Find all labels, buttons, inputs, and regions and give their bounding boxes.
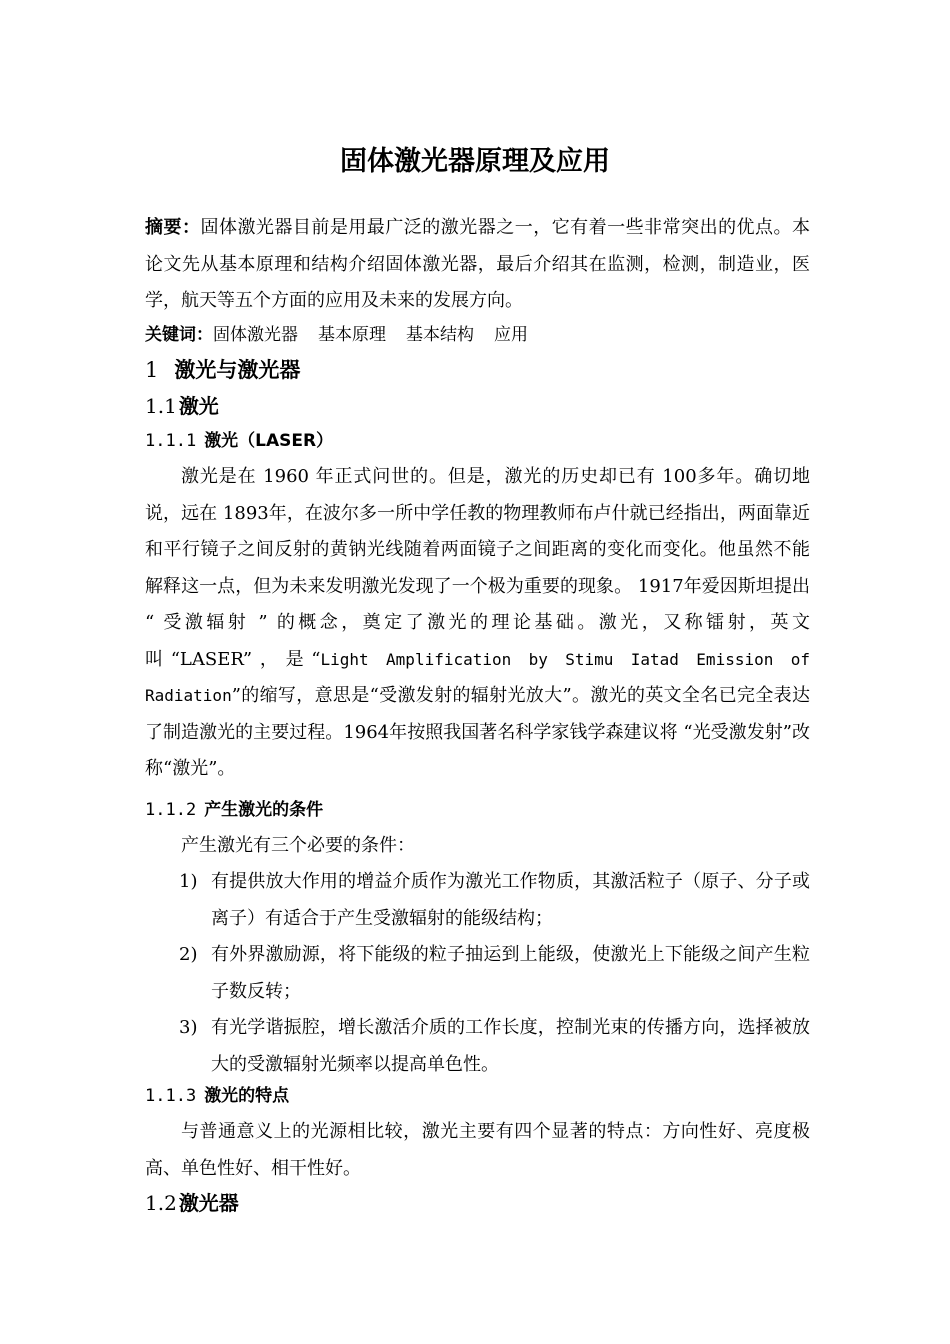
conditions-list xyxy=(145,864,810,1083)
list-marker: 1) xyxy=(179,871,198,892)
keyword-item: 基本结构 xyxy=(406,325,474,345)
laser-history-paragraph xyxy=(145,459,810,788)
list-item xyxy=(145,1010,810,1083)
section-title: 产生激光的条件 xyxy=(204,800,324,820)
list-marker: 2) xyxy=(179,944,198,965)
paragraph-text: 激光是在 1960 年正式问世的。但是，激光的历史却已有 100多年。确切地说，远在 1893年，在波尔多一所中学任教的物理教师布卢什就已经指出，两面靠近和平行镜子之间反射的黄钠光线随着两面镜子之间距离的变化而变化。他虽然不能解释这一点，但为未来发明激光发现了一个极为重要的现象。 1917年爱因斯坦提出 “ 受激辐射 ” 的概念，奠定了激光的理论基础。激光，又称镭射，英文叫“LASER”，是“ xyxy=(145,466,810,670)
section-number: 1.1.3 xyxy=(145,1086,197,1106)
laser-acronym-expansion: Light Amplification by Stimu Iatad Emission of Radiation xyxy=(145,649,810,705)
abstract-label: 摘要： xyxy=(145,217,201,238)
section-title: 激光与激光器 xyxy=(174,358,301,382)
section-heading-1-1-3 xyxy=(145,1081,289,1111)
list-item-text: 有光学谐振腔，增长激活介质的工作长度，控制光束的传播方向，选择被放大的受激辐射光频率以提高单色性。 xyxy=(211,1017,810,1075)
document-title: 固体激光器原理及应用 xyxy=(340,146,610,177)
section-title: 激光（LASER） xyxy=(204,431,334,451)
list-item xyxy=(145,937,810,1010)
section-title: 激光的特点 xyxy=(204,1086,290,1106)
laser-features-paragraph: 与普通意义上的光源相比较，激光主要有四个显著的特点：方向性好、亮度极高、单色性好、相干性好。 xyxy=(145,1121,810,1179)
keywords-label: 关键词： xyxy=(145,325,213,345)
keyword-item: 应用 xyxy=(494,325,528,345)
section-number: 1 xyxy=(145,358,159,382)
list-marker: 3) xyxy=(179,1017,198,1038)
keyword-item: 基本原理 xyxy=(318,325,386,345)
section-heading-1-1 xyxy=(145,389,219,423)
abstract-text: 固体激光器目前是用最广泛的激光器之一，它有着一些非常突出的优点。本论文先从基本原理和结构介绍固体激光器，最后介绍其在监测，检测，制造业，医学，航天等五个方面的应用及未来的发展方向。 xyxy=(145,217,811,311)
keyword-item: 固体激光器 xyxy=(213,325,298,345)
paragraph-text: ”的缩写，意思是“受激发射的辐射光放大”。激光的英文全名已完全表达了制造激光的主要过程。1964年按照我国著名科学家钱学森建议将 “光受激发射”改称“激光”。 xyxy=(145,685,810,779)
section-heading-1 xyxy=(145,353,300,387)
list-item xyxy=(145,864,810,937)
section-number: 1.1 xyxy=(145,394,177,418)
section-number: 1.2 xyxy=(145,1191,177,1215)
section-number: 1.1.1 xyxy=(145,431,197,451)
keywords-line xyxy=(145,318,548,352)
section-title: 激光 xyxy=(178,394,219,418)
section-heading-1-2 xyxy=(145,1186,239,1220)
section-heading-1-1-1 xyxy=(145,426,333,456)
abstract-paragraph xyxy=(145,210,810,320)
section-number: 1.1.2 xyxy=(145,800,197,820)
list-item-text: 有外界激励源，将下能级的粒子抽运到上能级，使激光上下能级之间产生粒子数反转； xyxy=(211,944,810,1002)
section-title: 激光器 xyxy=(178,1191,239,1215)
section-heading-1-1-2 xyxy=(145,795,323,825)
conditions-intro: 产生激光有三个必要的条件： xyxy=(181,835,415,856)
list-item-text: 有提供放大作用的增益介质作为激光工作物质，其激活粒子（原子、分子或离子）有适合于产生受激辐射的能级结构； xyxy=(211,871,810,929)
